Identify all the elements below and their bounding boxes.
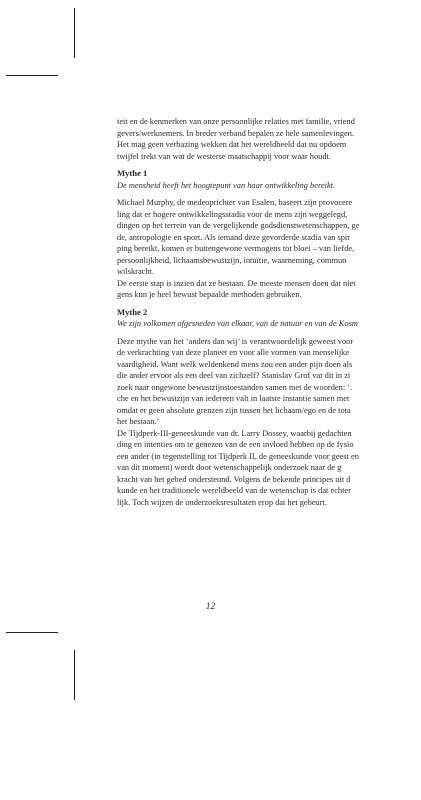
text-line: De Tijdperk-III-geneeskunde van dr. Larry Dossey, waarbij gedachten xyxy=(117,428,352,438)
crop-mark-top-vertical xyxy=(74,8,75,58)
intro-paragraph xyxy=(117,116,421,162)
paragraph xyxy=(117,278,421,301)
text-line: de, antropologie en sport. Als iemand deze gevorderde stadia van spir xyxy=(117,232,351,242)
text-line: De eerste stap is inzien dat ze bestaan. De meeste mensen doen dat niet xyxy=(117,278,356,288)
text-line: een ander (in tegenstelling tot Tijdperk II, de geneeskunde voor geest en xyxy=(117,451,359,461)
text-line: ding en intenties om te genezen van de een invloed hebben op de fysio xyxy=(117,440,354,449)
text-line: Michael Murphy, de medeoprichter van Esalen, baseert zijn provocere xyxy=(117,198,353,207)
text-line: dingen op het terrein van de vergelijkende godsdienstwetenschappen, ge xyxy=(117,221,360,230)
text-line: persoonlijkheid, lichaamsbewustzijn, intuïtie, waarneming, commun xyxy=(117,255,347,265)
paragraph xyxy=(117,336,421,428)
section-subtitle: De mensheid heeft het hoogtepunt van haar ontwikkeling bereikt. xyxy=(117,180,336,190)
text-line: che en het bewustzijn van iedereen valt in laatste instantie samen met xyxy=(117,394,350,403)
text-line: ping bereikt, komen er buitengewone vermogens tot bloei – van liefde, xyxy=(117,244,355,253)
paragraph xyxy=(117,428,421,509)
text-line: kunde en het traditionele wereldbeeld van de wetenschap is dat echter xyxy=(117,486,351,495)
text-line: Het mag geen verbazing wekken dat het wereldbeeld dat nu opdoem xyxy=(117,140,347,149)
text-line: ling dat er hogere ontwikkelingsstadia voor de mens zijn weggelegd, xyxy=(117,209,348,219)
text-line: omdat er geen absolute grenzen zijn tussen het lichaam/ego en de tota xyxy=(117,405,351,415)
text-line: Deze mythe van het ‘anders dan wij’ is verantwoordelijk geweest voor xyxy=(117,336,354,346)
section-mythe-1 xyxy=(117,168,421,301)
text-line: het bestaan.’ xyxy=(117,417,160,426)
crop-mark-bottom-vertical xyxy=(74,650,75,700)
text-line: die ander ervoor als een deel van zichzelf? Stanislav Grof vat dit in zi xyxy=(117,371,351,380)
crop-mark-bottom-horizontal xyxy=(6,632,58,633)
page-number: 12 xyxy=(205,602,216,612)
text-line: gens kun je heel bewust bepaalde methoden gebruiken. xyxy=(117,290,302,299)
text-line: kracht van het gebed ondersteund. Volgens de bekende principes uit d xyxy=(117,474,351,484)
text-line: de verkrachting van deze planeet en voor alle vormen van menselijke xyxy=(117,348,350,357)
text-line: vaardigheid. Want welk weldenkend mens zou een ander pijn doen als xyxy=(117,359,353,369)
crop-mark-top-horizontal xyxy=(6,75,58,76)
text-line: gevers/werknemers. In breder verband bepalen ze hele samenlevingen. xyxy=(117,128,354,138)
text-line: twijfel trekt van wat de westerse maatschappij voor waar houdt. xyxy=(117,151,331,161)
text-line: zoek naar ongewone bewustzijnstoestanden samen met de woorden: ‘. xyxy=(117,382,353,392)
section-heading: Mythe 2 xyxy=(117,306,148,317)
section-subtitle: We zijn volkomen afgesneden van elkaar, van de natuur en van de Kosm xyxy=(117,319,358,328)
text-line: van dit moment) wordt door wetenschappelijk onderzoek naar de g xyxy=(117,463,342,472)
section-heading: Mythe 1 xyxy=(117,168,148,178)
paragraph xyxy=(117,197,421,278)
text-line: wilskracht. xyxy=(117,267,154,276)
text-line: teit en de kenmerken van onze persoonlijke relaties met familie, vriend xyxy=(117,117,355,126)
book-page-text xyxy=(117,116,421,508)
section-mythe-2 xyxy=(117,307,421,509)
text-line: lijk. Toch wijzen de onderzoeksresultaten erop dat het gebeurt. xyxy=(117,497,327,507)
